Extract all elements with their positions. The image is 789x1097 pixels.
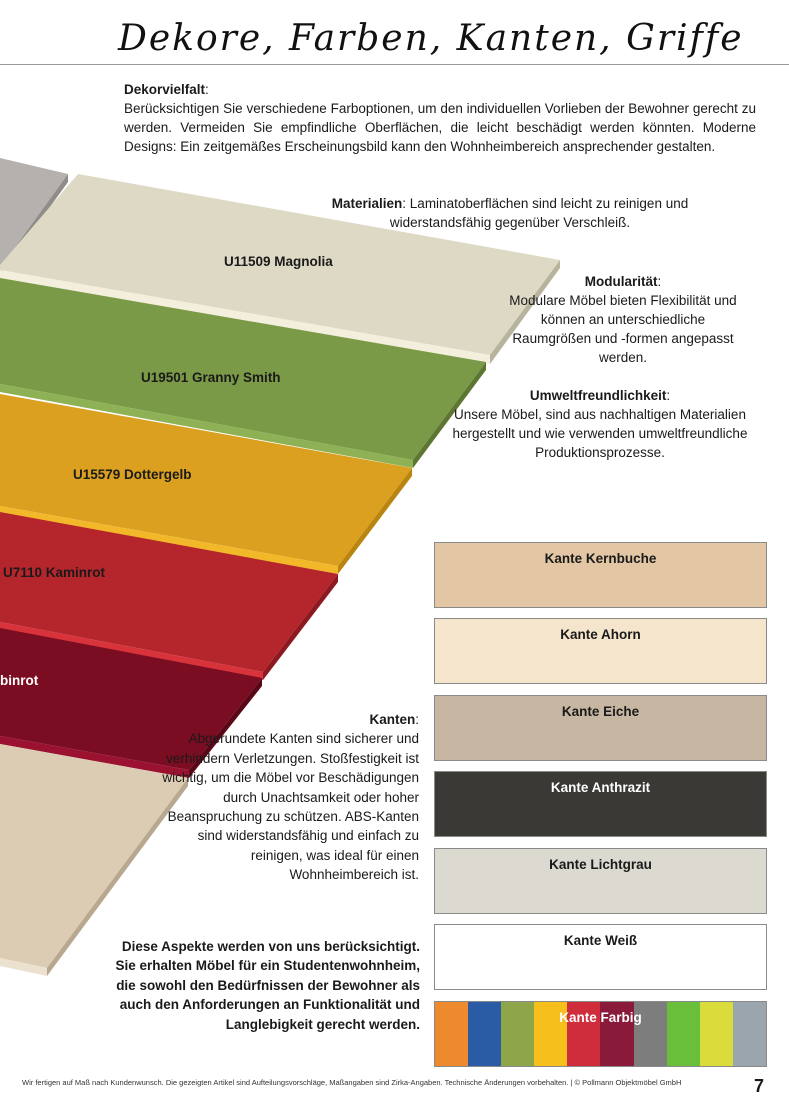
kanten-section: Kanten: Abgerundete Kanten sind sicherer und verhindern Verletzungen. Stoßfestigkeit ist wichtig, um die Möbel vor Beschädigungen durch Unachtsamkeit oder hoher Beanspruchung zu schützen. ABS-Kanten sind widerstandsfähig und einfach zu reinigen, was ideal für einen Wohnheimbereich ist. (162, 712, 419, 883)
materialien-text: Laminatoberflächen sind leicht zu reinigen und widerstandsfähig gegenüber Verschleiß. (389, 196, 689, 230)
modularitaet-section: Modularität: Modulare Möbel bieten Flexibilität und können an unterschiedliche Raumgrößen und -formen angepasst werden. (509, 274, 737, 365)
decor-label-kaminrot: U7110 Kaminrot (3, 565, 106, 580)
materialien-heading: Materialien (331, 196, 403, 211)
edge-label-lichtgrau: Kante Lichtgrau (549, 857, 652, 872)
materialien-section: Materialien: Laminatoberflächen sind leicht zu reinigen und widerstandsfähig gegenüber Verschleiß. (331, 196, 689, 230)
umwelt-heading: Umweltfreundlichkeit (529, 388, 667, 403)
edge-swatch-weiss (434, 924, 767, 990)
modularitaet-heading: Modularität (584, 274, 658, 289)
dekorvielfalt-heading: Dekorvielfalt (124, 82, 206, 97)
decor-label-magnolia: U11509 Magnolia (224, 254, 333, 269)
decor-label-rubinrot: binrot (0, 673, 39, 688)
edge-swatch-farbig (434, 1001, 767, 1067)
edge-swatch-lichtgrau (434, 848, 767, 914)
edge-label-kernbuche: Kante Kernbuche (544, 551, 657, 566)
dekorvielfalt-text: Berücksichtigen Sie verschiedene Farboptionen, um den individuellen Vorlieben der Bewohner gerecht zu werden. Vermeiden Sie empfindliche Oberflächen, die leicht beschädigt werden könnten. Moderne Designs: Ein zeitgemäßes Erscheinungsbild kann den Wohnheimbereich ansprechender gestalten. (124, 101, 756, 154)
decor-label-dottergelb: U15579 Dottergelb (73, 467, 192, 482)
edge-swatch-eiche (434, 695, 767, 761)
umwelt-section: Umweltfreundlichkeit: Unsere Möbel, sind aus nachhaltigen Materialien hergestellt und wie verwenden umweltfreundliche Produktionsprozesse. (452, 388, 748, 460)
edge-swatch-ahorn (434, 618, 767, 684)
kanten-heading: Kanten (369, 712, 416, 727)
modularitaet-text: Modulare Möbel bieten Flexibilität und können an unterschiedliche Raumgrößen und -formen angepasst werden. (509, 293, 737, 365)
dekorvielfalt-section: Dekorvielfalt: Berücksichtigen Sie verschiedene Farboptionen, um den individuellen Vorlieben der Bewohner gerecht zu werden. Vermeiden Sie empfindliche Oberflächen, die leicht beschädigt werden könnten. Moderne Designs: Ein zeitgemäßes Erscheinungsbild kann den Wohnheimbereich ansprechender gestalten. (124, 82, 756, 154)
page-title: Dekore, Farben, Kanten, Griffe (118, 18, 744, 59)
umwelt-text: Unsere Möbel, sind aus nachhaltigen Materialien hergestellt und wie verwenden umweltfreundliche Produktionsprozesse. (452, 407, 748, 460)
edge-label-farbig: Kante Farbig (559, 1010, 642, 1025)
edge-label-eiche: Kante Eiche (561, 704, 640, 719)
edge-swatch-kernbuche (434, 542, 767, 608)
edge-label-weiss: Kante Weiß (563, 933, 638, 948)
edge-swatch-anthrazit (434, 771, 767, 837)
summary-text: Diese Aspekte werden von uns berücksichtigt. Sie erhalten Möbel für ein Studentenwohnheim, die sowohl den Bedürfnissen der Bewohner als auch den Anforderungen an Funktionalität und Langlebigkeit gerecht werden. (115, 939, 420, 1032)
edge-label-anthrazit: Kante Anthrazit (550, 780, 651, 795)
edge-label-ahorn: Kante Ahorn (560, 627, 641, 642)
page-number: 7 (754, 1076, 765, 1096)
kanten-text: Abgerundete Kanten sind sicherer und verhindern Verletzungen. Stoßfestigkeit ist wichtig, um die Möbel vor Beschädigungen durch Unachtsamkeit oder hoher Beanspruchung zu schützen. ABS-Kanten sind widerstandsfähig und einfach zu reinigen, was ideal für einen Wohnheimbereich ist. (162, 731, 419, 883)
footer-text: Wir fertigen auf Maß nach Kundenwunsch. Die gezeigten Artikel sind Aufteilungsvorschläge, Maßangaben sind Zirka-Angaben. Technische Änderungen vorbehalten. | © Pollmann Objektmöbel GmbH (22, 1078, 682, 1087)
decor-label-granny-smith: U19501 Granny Smith (141, 370, 281, 385)
